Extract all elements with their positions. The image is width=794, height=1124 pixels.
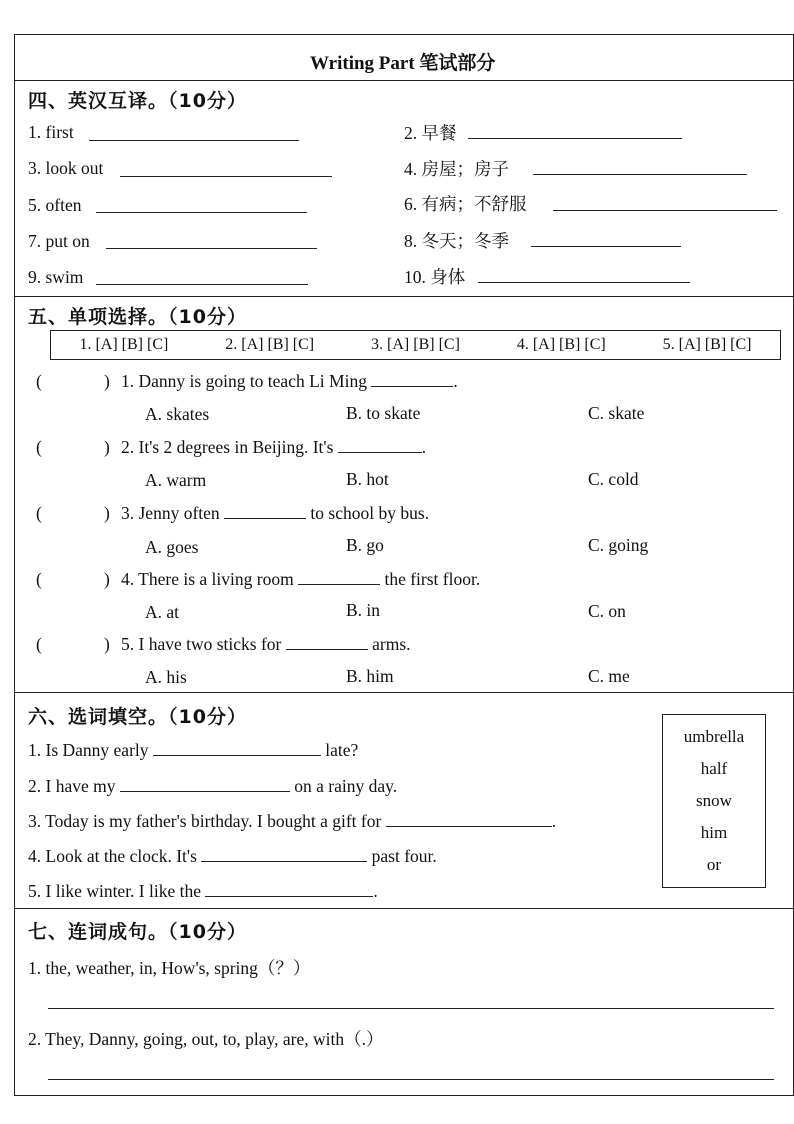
blank: [371, 385, 453, 387]
s5-q1-option-b: B. to skate: [346, 403, 421, 423]
s5-q5-option-a: A. his: [145, 667, 187, 687]
s5-q1-option-a: A. skates: [145, 404, 210, 424]
s5-q4-option-a: A. at: [145, 602, 180, 622]
s5-q2-option-a: A. warm: [145, 470, 207, 490]
section6-heading: 六、选词填空。（10分）: [28, 706, 247, 728]
s5-q2-option-c: C. cold: [588, 469, 639, 489]
s4-item-5: 5. often: [28, 195, 82, 215]
s5-q5-option-b: B. him: [346, 666, 394, 686]
s4-answer-line-5[interactable]: [96, 212, 307, 213]
s4-answer-line-4[interactable]: [533, 174, 747, 175]
blank[interactable]: [120, 790, 290, 792]
section6-divider: [14, 908, 794, 909]
s7-answer-line-1[interactable]: [48, 1008, 774, 1009]
word-bank: [662, 714, 766, 888]
section7-heading: 七、连词成句。（10分）: [28, 921, 247, 943]
blank[interactable]: [205, 895, 373, 897]
word-bank-item: half: [700, 759, 728, 778]
s6-item-1: 1. Is Danny early late?: [28, 740, 359, 760]
answer-sheet-item[interactable]: 3. [A] [B] [C]: [371, 336, 460, 353]
s5-q2-option-b: B. hot: [346, 469, 389, 489]
s5-q5-stem: 5. I have two sticks for arms.: [121, 634, 411, 654]
s4-item-1: 1. first: [28, 122, 74, 142]
s4-answer-line-1[interactable]: [89, 140, 299, 141]
s5-q5-open-paren[interactable]: (: [36, 634, 42, 654]
blank: [286, 648, 368, 650]
s4-answer-line-10[interactable]: [478, 282, 690, 283]
s4-item-6: 6. 有病；不舒服: [404, 194, 527, 214]
word-bank-item: snow: [696, 791, 732, 810]
answer-sheet: [50, 330, 781, 360]
s5-q5-option-c: C. me: [588, 666, 630, 686]
s4-answer-line-6[interactable]: [553, 210, 777, 211]
s4-item-3: 3. look out: [28, 158, 104, 178]
section4-divider: [14, 296, 794, 297]
s4-item-2: 2. 早餐: [404, 123, 457, 143]
s4-item-8: 8. 冬天；冬季: [404, 231, 509, 251]
s5-q3-option-a: A. goes: [145, 537, 199, 557]
s4-item-9: 9. swim: [28, 267, 84, 287]
s5-q5-close-paren: ): [104, 634, 110, 654]
blank: [224, 517, 306, 519]
blank[interactable]: [153, 754, 321, 756]
s4-answer-line-3[interactable]: [120, 176, 332, 177]
s4-item-4: 4. 房屋；房子: [404, 159, 509, 179]
s7-item-2: 2. They, Danny, going, out, to, play, are, with（.）: [28, 1029, 384, 1049]
s5-q2-open-paren[interactable]: (: [36, 437, 42, 457]
s4-answer-line-8[interactable]: [531, 246, 681, 247]
s6-item-2: 2. I have my on a rainy day.: [28, 776, 398, 796]
s6-item-5: 5. I like winter. I like the .: [28, 881, 378, 901]
section4-heading: 四、英汉互译。（10分）: [28, 90, 247, 112]
blank[interactable]: [386, 825, 552, 827]
s5-q4-open-paren[interactable]: (: [36, 569, 42, 589]
answer-sheet-item[interactable]: 2. [A] [B] [C]: [225, 336, 315, 353]
s5-q2-close-paren: ): [104, 437, 110, 457]
s7-item-1: 1. the, weather, in, How's, spring（？）: [28, 958, 311, 978]
s5-q3-close-paren: ): [104, 503, 110, 523]
blank: [338, 451, 422, 453]
s7-answer-line-2[interactable]: [48, 1079, 774, 1080]
blank[interactable]: [201, 860, 367, 862]
s5-q2-stem: 2. It's 2 degrees in Beijing. It's .: [121, 437, 427, 457]
s5-q1-stem: 1. Danny is going to teach Li Ming .: [121, 371, 458, 391]
s5-q4-option-b: B. in: [346, 600, 381, 620]
s5-q3-option-c: C. going: [588, 535, 649, 555]
s6-item-4: 4. Look at the clock. It's past four.: [28, 846, 437, 866]
answer-sheet-item[interactable]: 1. [A] [B] [C]: [79, 336, 169, 353]
s5-q1-option-c: C. skate: [588, 403, 645, 423]
s5-q3-open-paren[interactable]: (: [36, 503, 42, 523]
s5-q4-stem: 4. There is a living room the first floor.: [121, 569, 481, 589]
section5-divider: [14, 692, 794, 693]
word-bank-item: him: [700, 823, 728, 842]
s5-q4-close-paren: ): [104, 569, 110, 589]
section5-heading: 五、单项选择。（10分）: [28, 306, 247, 328]
s5-q1-close-paren: ): [104, 371, 110, 391]
s4-answer-line-9[interactable]: [96, 284, 308, 285]
s5-q4-option-c: C. on: [588, 601, 626, 621]
word-bank-item: or: [706, 855, 722, 874]
s4-answer-line-7[interactable]: [106, 248, 317, 249]
s4-answer-line-2[interactable]: [468, 138, 682, 139]
s6-item-3: 3. Today is my father's birthday. I bought a gift for .: [28, 811, 557, 831]
header-divider: [14, 80, 794, 81]
s5-q3-stem: 3. Jenny often to school by bus.: [121, 503, 430, 523]
s5-q1-open-paren[interactable]: (: [36, 371, 42, 391]
blank: [298, 583, 380, 585]
page-title: Writing Part 笔试部分: [310, 53, 496, 74]
s4-item-7: 7. put on: [28, 231, 90, 251]
s4-item-10: 10. 身体: [404, 267, 466, 287]
s5-q3-option-b: B. go: [346, 535, 384, 555]
word-bank-item: umbrella: [683, 727, 745, 746]
answer-sheet-item[interactable]: 5. [A] [B] [C]: [662, 336, 752, 353]
answer-sheet-item[interactable]: 4. [A] [B] [C]: [516, 336, 606, 353]
